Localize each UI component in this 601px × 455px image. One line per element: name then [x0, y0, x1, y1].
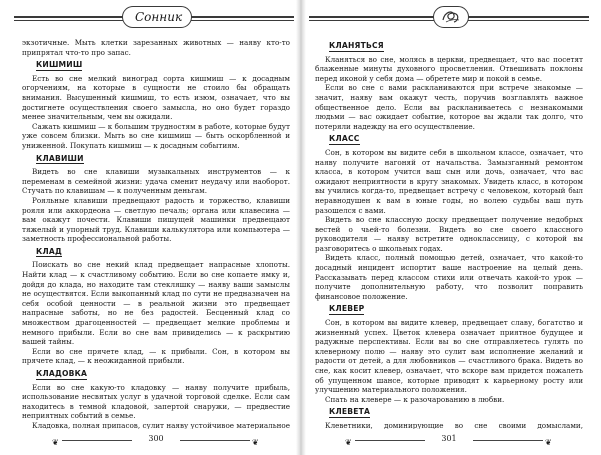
entry-paragraph: Клеветники, доминирующие во сне своими домыслами, [325, 420, 583, 429]
left-header [14, 6, 294, 28]
entry-heading-klavishi: КЛАВИШИ [36, 153, 84, 163]
entry-paragraph: Кланяться во сне, молясь в церкви, предвещает, что вас посетят блаженные минуты духовного просветления. Отвешивать поклоны перед иконой у себя дома — обретете мир и покой в семье. [315, 54, 583, 83]
footer-rule [180, 440, 250, 441]
footer-ornament-icon: ❦ [252, 438, 259, 447]
footer-rule [473, 440, 543, 441]
entry-paragraph: Сон, в котором вы видите клевер, предвещает славу, богатство и жизненный успех. Цветок клевера означает приятное будущее и радужные перспективы. Если вы во сне отправляетесь гулять по клеверному полю — наяву это сулит вам исполнение желаний и радости от детей, а для любовников — счастливого брака. Видеть во сне, как косит клевер, означает, что вскоре вам придется пожалеть об упущенном шансе, которые приводят к карьерному росту или улучшению материального положения. [315, 318, 583, 395]
entry-paragraph: Спать на клевере — к разочарованию в любви. [325, 394, 505, 404]
entry-paragraph: Если во сне с вами раскланиваются при встрече знакомые — значит, наяву вам окажут честь, поручив возглавлять важное общественное дело. Если вы раскланиваетесь с незнакомыми людьми — вас ожидает событие, которое вы ждали так долго, что потеряли надежду на его осуществление. [315, 83, 583, 131]
header-emblem [433, 6, 469, 28]
right-footer [315, 433, 583, 453]
entry-paragraph: Видеть во сне клавиши музыкальных инструментов — к переменам в семейной жизни: удача сменит неудачу или наоборот. Стучать по клавишам — к полученным деньгам. [22, 167, 290, 196]
entry-paragraph: Есть во сне мелкий виноград сорта кишмиш — к досадным огорчениям, на которые в сущности не стоило бы обращать внимания. Высушенный кишмиш, то есть изюм, означает, что вы достигнете осуществления своего замысла, но оно будет гораздо менее значительным, чем вы ожидали. [22, 73, 290, 122]
entry-heading-kishmish: КИШМИШ [36, 60, 83, 70]
footer-ornament-icon: ❦ [545, 438, 552, 447]
left-page [0, 0, 300, 455]
page-number: 300 [148, 434, 164, 443]
entry-paragraph: Сажать кишмиш — к большим трудностям в работе, которые будут уже совсем близки. Мыть во сне кишмиш — быть оскорбленной и униженной. Покупать кишмиш — к досадным событиям. [22, 121, 290, 150]
footer-ornament-icon: ❦ [345, 438, 352, 447]
entry-paragraph: Если во сне какую-то кладовку — наяву получите прибыль, использование несвятых услуг в удачной торговой сделке. Если сам находитесь в темной кладовой, запертой снаружи, — предвестие неприятных событий в семье. [22, 382, 290, 421]
entry-heading-kleveta: КЛЕВЕТА [329, 407, 371, 417]
right-body-text [315, 38, 583, 429]
footer-rule [355, 440, 425, 441]
entry-heading-klad: КЛАД [36, 246, 62, 256]
left-footer [22, 433, 290, 453]
footer-ornament-icon: ❦ [52, 438, 59, 447]
footer-rule [62, 440, 132, 441]
right-header [309, 6, 589, 28]
entry-heading-kladovka: КЛАДОВКА [36, 369, 88, 378]
entry-paragraph: Если во сне прячете клад, — к прибыли. Сон, в котором вы прячете клад, — к неожиданной прибыли. [22, 346, 290, 366]
entry-heading-klanyatsya: КЛАНЯТЬСЯ [329, 41, 384, 50]
emblem-flourish-icon [434, 7, 467, 26]
entry-heading-klass: КЛАСС [329, 134, 360, 144]
entry-paragraph: Поискать во сне некий клад предвещает напрасные хлопоты. Найти клад — к счастливому событию. Если во сне копаете ямку и, дойдя до клада, но находите там стекляшку — наяву ваши замыслы не осуществятся. Если выкопанный клад по сути не предназначен на себя особой ценности — в реальной жизни это предвещает напрасные заботы, но не без радостей. Бесценный клад со множеством драгоценностей — предвещает мелкие проблемы и немного прибыли. Если во сне вам привиделись — к раскрытию вашей тайны. [22, 260, 290, 347]
right-page [301, 0, 601, 455]
entry-paragraph: Сон, в котором вы видите себя в школьном классе, означает, что наяву получите нагоняй от начальства. Замызганный ремонтом класса, в котором учится ваш сын или дочь, означает, что вас ожидают неприятности в кругу знакомых. Увидеть класс, в котором вы учились когда-то, предвещает встречу с человеком, который был неравнодушен к вам в юные годы, но волею судьбы ваш путь разошелся с вами. [315, 147, 583, 215]
entry-paragraph: Кладовка, полная припасов, сулит наяву устойчивое материальное [32, 420, 290, 429]
running-title: Сонник [122, 6, 192, 28]
left-body-text [22, 38, 290, 429]
entry-paragraph: Рояльные клавиши предвещают радость и торжество, клавиши рояля или аккордеона — светлую печаль; органа или клавесина — вам окажут почести. Клавиши пишущей машинки предвещают тяжелый и упорный труд. Клавиши калькулятора или компьютера — заметность профессиональной работы. [22, 195, 290, 244]
entry-heading-klever: КЛЕВЕР [329, 304, 365, 314]
entry-paragraph: Видеть во сне классную доску предвещает получение недобрых вестей о чьей-то болезни. Видеть во сне своего классного руководителя — наяву встретите одноклассницу, с которой вы разговоритесь о школьных годах. [315, 215, 583, 253]
intro-paragraph: экзотичные. Мыть клетки зарезанных животных — наяву кто-то припрятал что-то про запас. [22, 38, 290, 57]
entry-paragraph: Видеть класс, полный помощью детей, означает, что какой-то досадный инцидент испортит ваше настроение на целый день. Рассказывать перед классом стихи или отвечать какой-то урок — получите дополнительную работу, что позволит поправить финансовое положение. [315, 253, 583, 301]
page-number: 301 [441, 434, 457, 443]
